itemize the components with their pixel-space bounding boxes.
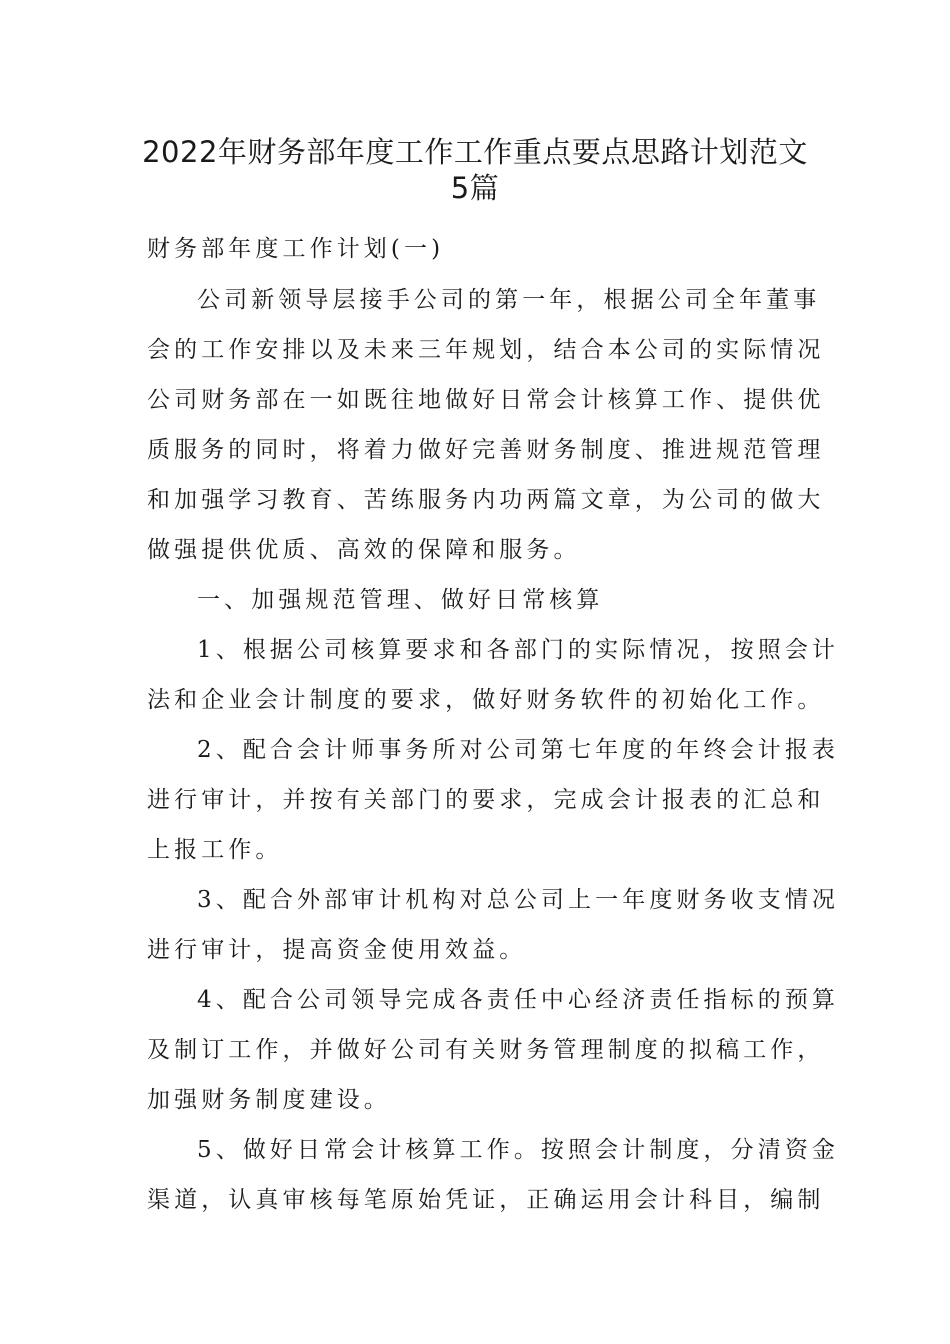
item-3-line: 进行审计，提高资金使用效益。 [147, 937, 527, 963]
item-5-line: 5、做好日常会计核算工作。按照会计制度，分清资金 [197, 1137, 840, 1163]
item-2-line: 进行审计，并按有关部门的要求，完成会计报表的汇总和 [147, 787, 825, 813]
intro-paragraph-line: 公司新领导层接手公司的第一年，根据公司全年董事 [197, 287, 821, 313]
intro-paragraph-line: 会的工作安排以及未来三年规划，结合本公司的实际情况 [147, 337, 825, 363]
intro-paragraph-line: 公司财务部在一如既往地做好日常会计核算工作、提供优 [147, 387, 825, 413]
item-1-line: 法和企业会计制度的要求，做好财务软件的初始化工作。 [147, 687, 825, 713]
subheading-1: 一、加强规范管理、做好日常核算 [197, 587, 604, 613]
document-title-line-2: 5篇 [450, 171, 500, 205]
item-1-line: 1、根据公司核算要求和各部门的实际情况，按照会计 [197, 637, 840, 663]
intro-paragraph-line: 做强提供优质、高效的保障和服务。 [147, 537, 581, 563]
document-title-line-1: 2022年财务部年度工作工作重点要点思路计划范文 [142, 135, 808, 169]
item-3-line: 3、配合外部审计机构对总公司上一年度财务收支情况 [197, 887, 840, 913]
item-4-line: 4、配合公司领导完成各责任中心经济责任指标的预算 [197, 987, 840, 1013]
item-5-line: 渠道，认真审核每笔原始凭证，正确运用会计科目，编制 [147, 1187, 825, 1213]
item-2-line: 上报工作。 [147, 837, 283, 863]
item-2-line: 2、配合会计师事务所对公司第七年度的年终会计报表 [197, 737, 840, 763]
section-heading: 财务部年度工作计划(一) [147, 236, 445, 262]
item-4-line: 加强财务制度建设。 [147, 1087, 391, 1113]
intro-paragraph-line: 和加强学习教育、苦练服务内功两篇文章，为公司的做大 [147, 487, 825, 513]
intro-paragraph-line: 质服务的同时，将着力做好完善财务制度、推进规范管理 [147, 437, 825, 463]
item-4-line: 及制订工作，并做好公司有关财务管理制度的拟稿工作， [147, 1037, 825, 1063]
